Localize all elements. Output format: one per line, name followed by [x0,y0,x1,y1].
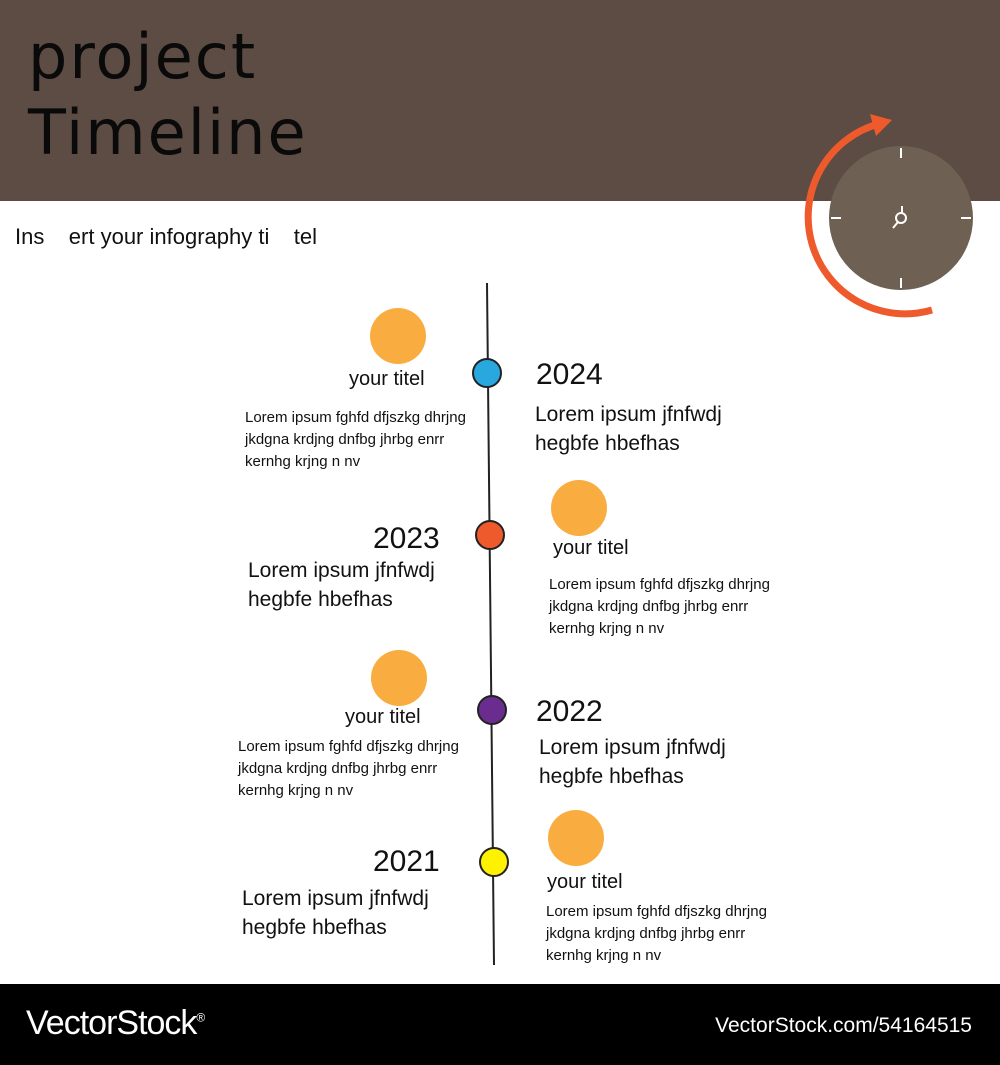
card-title-2022: your titel [345,706,421,728]
timeline-dot-2021[interactable] [479,847,509,877]
summary-2022: Lorem ipsum jfnfwdj hegbfe hbefhas [539,736,726,788]
card-title-2024: your titel [349,368,425,390]
title-bubble-2022 [371,650,427,706]
footer-watermark-bar [0,982,1000,1065]
year-2021: 2021 [373,845,440,878]
card-title-2023: your titel [553,537,629,559]
card-text-2023: Lorem ipsum fghfd dfjszkg dhrjng jkdgna krdjng dnfbg jhrbg enrr kernhg krjng n nv [549,576,770,637]
summary-2021: Lorem ipsum jfnfwdj hegbfe hbefhas [242,887,429,939]
timeline-dot-2022[interactable] [477,695,507,725]
timeline-dot-2023[interactable] [475,520,505,550]
registered-mark: ® [196,1010,205,1025]
clock-face [829,146,973,290]
subtitle: Ins ert your infography ti tel [15,224,318,249]
card-text-2021: Lorem ipsum fghfd dfjszkg dhrjng jkdgna krdjng dnfbg jhrbg enrr kernhg krjng n nv [546,903,767,964]
title-bubble-2021 [548,810,604,866]
year-2023: 2023 [373,522,440,555]
year-2024: 2024 [536,358,603,391]
clock-icon [800,108,990,318]
stock-id[interactable]: VectorStock.com/54164515 [715,1014,972,1037]
vectorstock-logo[interactable] [26,1004,204,1043]
card-title-2021: your titel [547,871,623,893]
year-2022: 2022 [536,695,603,728]
card-text-2024: Lorem ipsum fghfd dfjszkg dhrjng jkdgna krdjng dnfbg jhrbg enrr kernhg krjng n nv [245,409,466,470]
title-line-1: project [28,20,258,93]
brand-name: VectorStock [26,1004,197,1042]
title-bubble-2024 [370,308,426,364]
card-text-2022: Lorem ipsum fghfd dfjszkg dhrjng jkdgna krdjng dnfbg jhrbg enrr kernhg krjng n nv [238,738,459,799]
title-line-2: Timeline [28,96,308,169]
timeline-dot-2024[interactable] [472,358,502,388]
title-bubble-2023 [551,480,607,536]
summary-2023: Lorem ipsum jfnfwdj hegbfe hbefhas [248,559,435,611]
clock-arrowhead [870,114,892,136]
summary-2024: Lorem ipsum jfnfwdj hegbfe hbefhas [535,403,722,455]
